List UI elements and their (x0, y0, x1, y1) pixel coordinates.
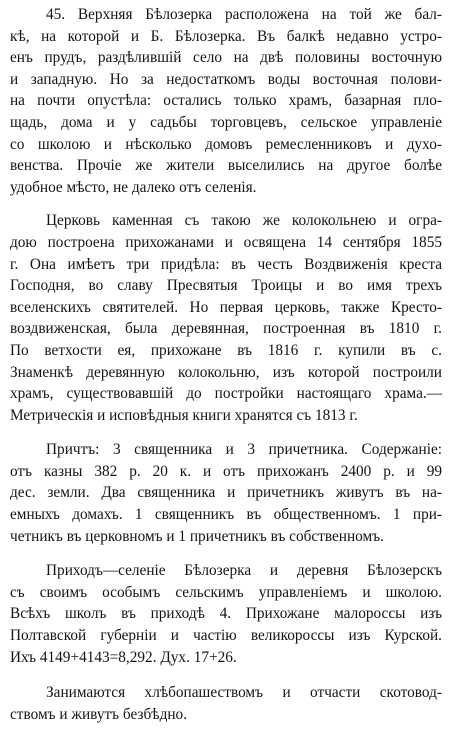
text-line: Приходъ—селеніе Бѣлозерка и деревня Бѣлозерскъ (46, 562, 442, 580)
text-line: храмъ, существовавшій до постройки настоящаго храма.— (10, 385, 442, 403)
text-line: четникъ въ церковномъ и 1 причетникъ въ собственномъ. (10, 527, 384, 545)
text-line: емныхъ домахъ. 1 священникъ въ общественномъ. 1 при- (10, 506, 442, 524)
text-line: Всѣхъ школъ въ приходѣ 4. Прихожане малороссы изъ (10, 605, 442, 623)
text-line: Господня, во славу Пресвятыя Троицы и во имя трехъ (10, 277, 442, 295)
text-line: вселенскихъ святителей. Но первая церковь, также Кресто- (10, 298, 442, 316)
text-line: Полтавской губерніи и частію великороссы изъ Курской. (10, 627, 442, 645)
text-line: дес. земли. Два священника и причетникъ живутъ въ на- (10, 484, 442, 502)
text-line: воздвиженская, была деревянная, построенная въ 1810 г. (10, 320, 442, 338)
text-line: Ихъ 4149+4143=8,292. Дух. 17+26. (10, 648, 237, 666)
paragraph-verkhnyaya-belozerka (10, 4, 442, 198)
text-line: со школою и нѣсколько домовъ ремесленниковъ и духо- (10, 135, 442, 153)
text-line: енъ прудъ, раздѣлившій село на двѣ половины восточную (10, 49, 442, 67)
paragraph-church (10, 210, 442, 426)
text-line: По ветхости ея, прихожане въ 1816 г. купили въ с. (10, 341, 442, 359)
text-line: Знаменкѣ деревянную колокольню, изъ которой построили (10, 363, 442, 381)
text-line: съ своимъ особымъ сельскимъ управленіемъ и школою. (10, 583, 442, 601)
text-line: отъ казны 382 р. 20 к. и отъ прихожанъ 2400 р. и 99 (10, 462, 442, 480)
text-line: кѣ, на которой и Б. Бѣлозерка. Въ балкѣ недавно устро- (10, 27, 442, 45)
paragraph-parish (10, 560, 442, 668)
text-line: дою построена прихожанами и освящена 14 сентября 1855 (10, 233, 442, 251)
text-line: Причтъ: 3 священника и 3 причетника. Содержаніе: (46, 441, 442, 459)
text-line: щадь, дома и у садьбы торговцевъ, сельское управленіе (10, 113, 442, 131)
text-line: Метрическія и исповѣдныя книги хранятся съ 1813 г. (10, 406, 358, 424)
text-line: Занимаются хлѣбопашествомъ и отчасти скотовод- (46, 684, 442, 702)
text-line: ствомъ и живутъ безбѣдно. (10, 705, 188, 723)
paragraph-clergy (10, 439, 442, 547)
text-line: венства. Прочіе же жители выселились на другое болѣе (10, 157, 442, 175)
text-line: 45. Верхняя Бѣлозерка расположена на той же бал- (46, 6, 442, 23)
text-line: Церковь каменная съ такою же колокольнею и огра- (46, 212, 442, 230)
text-line: г. Она имѣетъ три придѣла: въ честь Воздвиженія креста (10, 255, 442, 273)
text-line: и западную. Но за недостаткомъ воды восточная полови- (10, 70, 442, 88)
paragraph-occupation (10, 682, 442, 725)
text-line: на почти опустѣла: остались только храмъ, базарная пло- (10, 92, 442, 110)
text-line: удобное мѣсто, не далеко отъ селенія. (10, 178, 257, 196)
